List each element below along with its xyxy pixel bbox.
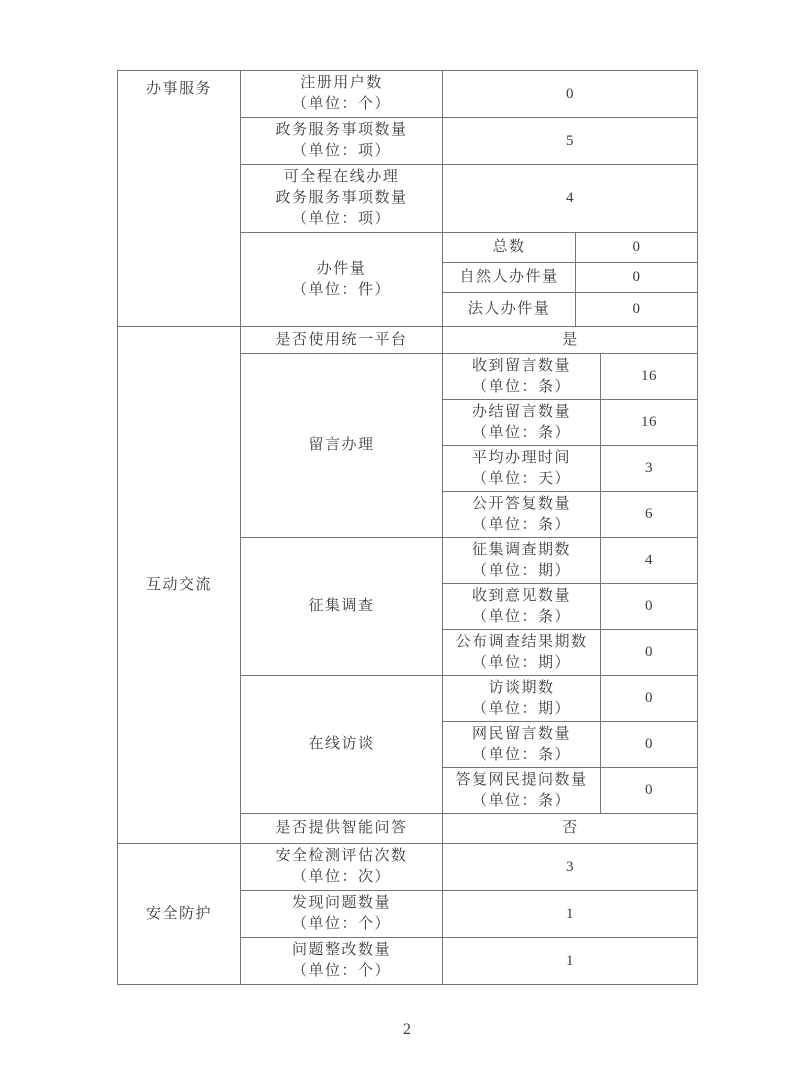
public-replies-value: 6 — [601, 492, 698, 538]
interview-periods-label: 访谈期数 — [488, 679, 555, 696]
opinions-received-label: 收到意见数量 — [471, 587, 571, 604]
problems-found-unit: （单位：个） — [291, 916, 391, 932]
netizen-messages-label-cell — [443, 722, 601, 768]
unified-platform-value: 是 — [443, 327, 698, 354]
unified-platform-label: 是否使用统一平台 — [241, 327, 443, 354]
messages-completed-unit: （单位：条） — [471, 424, 571, 441]
registered-users-value: 0 — [443, 71, 698, 118]
public-replies-label: 公开答复数量 — [471, 495, 571, 512]
online-items-value: 4 — [443, 165, 698, 233]
assessments-unit: （单位：次） — [291, 869, 391, 885]
question-replies-unit: （单位：条） — [471, 792, 571, 809]
online-items-label-line2: 政务服务事项数量 — [275, 190, 408, 206]
netizen-messages-unit: （单位：条） — [471, 746, 571, 763]
smart-qa-value: 否 — [443, 814, 698, 844]
cases-legal-person-label: 法人办件量 — [443, 293, 576, 327]
messages-received-label-cell — [443, 354, 601, 400]
public-replies-label-cell — [443, 492, 601, 538]
cases-natural-person-value: 0 — [576, 263, 698, 293]
section-office-services-title: 办事服务 — [118, 71, 241, 327]
survey-results-label-cell — [443, 630, 601, 676]
problems-found-value: 1 — [443, 891, 698, 938]
question-replies-value: 0 — [601, 768, 698, 814]
cases-legal-person-value: 0 — [576, 293, 698, 327]
service-items-label: 政务服务事项数量 — [275, 122, 408, 138]
survey-label: 征集调查 — [241, 538, 443, 676]
problems-found-label: 发现问题数量 — [291, 895, 391, 911]
problems-rectified-label: 问题整改数量 — [291, 942, 391, 958]
online-items-unit: （单位：项） — [291, 211, 391, 227]
survey-periods-label-cell — [443, 538, 601, 584]
message-handling-label: 留言办理 — [241, 354, 443, 538]
avg-handle-time-label: 平均办理时间 — [471, 449, 571, 466]
online-interview-label: 在线访谈 — [241, 676, 443, 814]
problems-rectified-value: 1 — [443, 938, 698, 985]
online-items-label-cell — [241, 165, 443, 233]
messages-completed-value: 16 — [601, 400, 698, 446]
survey-results-unit: （单位：期） — [471, 654, 571, 671]
survey-results-value: 0 — [601, 630, 698, 676]
interview-periods-label-cell — [443, 676, 601, 722]
cases-total-label: 总数 — [443, 233, 576, 263]
online-items-label-line1: 可全程在线办理 — [283, 169, 400, 185]
section-interaction-title: 互动交流 — [118, 327, 241, 844]
report-table — [117, 70, 698, 985]
public-replies-unit: （单位：条） — [471, 516, 571, 533]
cases-label: 办件量 — [316, 260, 367, 277]
avg-handle-time-value: 3 — [601, 446, 698, 492]
problems-rectified-label-cell — [241, 938, 443, 985]
opinions-received-unit: （单位：条） — [471, 608, 571, 625]
interview-periods-value: 0 — [601, 676, 698, 722]
problems-found-label-cell — [241, 891, 443, 938]
assessments-label: 安全检测评估次数 — [275, 848, 408, 864]
survey-periods-label: 征集调查期数 — [471, 541, 571, 558]
smart-qa-label: 是否提供智能问答 — [241, 814, 443, 844]
interview-periods-unit: （单位：期） — [471, 700, 571, 717]
registered-users-unit: （单位：个） — [291, 96, 391, 112]
opinions-received-value: 0 — [601, 584, 698, 630]
section-security-title: 安全防护 — [118, 844, 241, 985]
survey-periods-unit: （单位：期） — [471, 562, 571, 579]
page-number: 2 — [403, 1021, 411, 1038]
opinions-received-label-cell — [443, 584, 601, 630]
problems-rectified-unit: （单位：个） — [291, 963, 391, 979]
cases-total-value: 0 — [576, 233, 698, 263]
cases-label-cell — [241, 233, 443, 327]
netizen-messages-value: 0 — [601, 722, 698, 768]
assessments-value: 3 — [443, 844, 698, 891]
question-replies-label: 答复网民提问数量 — [455, 771, 588, 788]
messages-received-label: 收到留言数量 — [471, 357, 571, 374]
survey-results-label: 公布调查结果期数 — [455, 633, 588, 650]
survey-periods-value: 4 — [601, 538, 698, 584]
question-replies-label-cell — [443, 768, 601, 814]
service-items-label-cell — [241, 118, 443, 165]
assessments-label-cell — [241, 844, 443, 891]
service-items-value: 5 — [443, 118, 698, 165]
registered-users-label-cell — [241, 71, 443, 118]
cases-natural-person-label: 自然人办件量 — [443, 263, 576, 293]
messages-completed-label-cell — [443, 400, 601, 446]
registered-users-label: 注册用户数 — [300, 75, 383, 91]
service-items-unit: （单位：项） — [291, 143, 391, 159]
avg-handle-time-unit: （单位：天） — [471, 470, 571, 487]
messages-received-unit: （单位：条） — [471, 378, 571, 395]
messages-completed-label: 办结留言数量 — [471, 403, 571, 420]
cases-unit: （单位：件） — [291, 281, 391, 298]
avg-handle-time-label-cell — [443, 446, 601, 492]
netizen-messages-label: 网民留言数量 — [471, 725, 571, 742]
messages-received-value: 16 — [601, 354, 698, 400]
